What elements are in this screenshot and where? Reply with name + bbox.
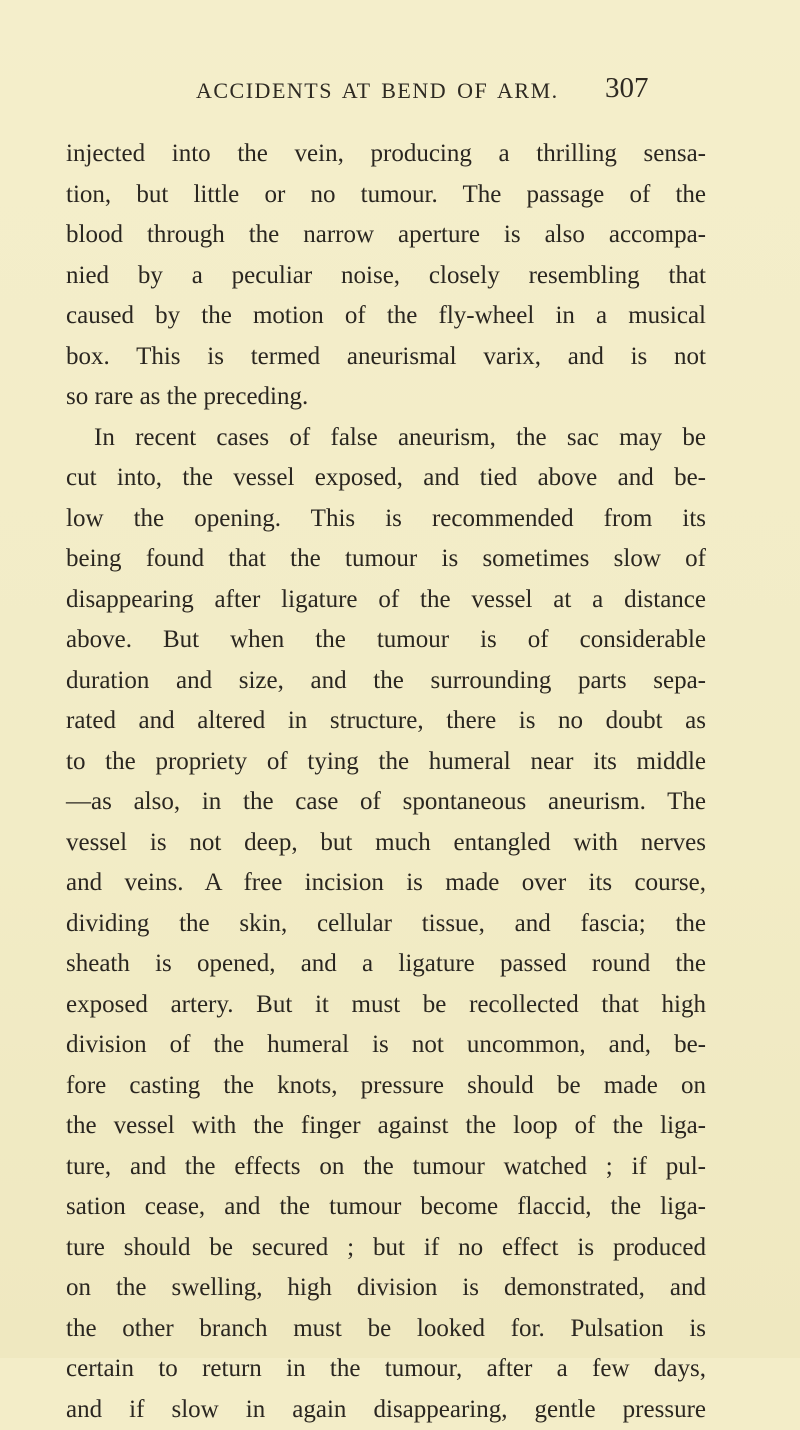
- page-header: [0, 70, 800, 120]
- text-line: —as also, in the case of spontaneous aneurism. The: [66, 782, 706, 823]
- text-line: exposed artery. But it must be recollected that high: [66, 985, 706, 1026]
- text-line: and veins. A free incision is made over its course,: [66, 863, 706, 904]
- text-line: ture should be secured ; but if no effect is produced: [66, 1228, 706, 1269]
- text-line: above. But when the tumour is of considerable: [66, 620, 706, 661]
- text-line: nied by a peculiar noise, closely resembling that: [66, 256, 706, 297]
- text-line: ture, and the effects on the tumour watched ; if pul-: [66, 1147, 706, 1188]
- text-line: cut into, the vessel exposed, and tied above and be-: [66, 458, 706, 499]
- text-line: certain to return in the tumour, after a few days,: [66, 1349, 706, 1390]
- text-line: In recent cases of false aneurism, the sac may be: [66, 418, 706, 459]
- text-line: division of the humeral is not uncommon, and, be-: [66, 1025, 706, 1066]
- text-line: injected into the vein, producing a thrilling sensa-: [66, 134, 706, 175]
- text-line: on the swelling, high division is demonstrated, and: [66, 1268, 706, 1309]
- text-line: dividing the skin, cellular tissue, and fascia; the: [66, 904, 706, 945]
- running-head: ACCIDENTS AT BEND OF ARM.: [196, 78, 559, 104]
- text-line: caused by the motion of the fly-wheel in a musical: [66, 296, 706, 337]
- text-line: rated and altered in structure, there is no doubt as: [66, 701, 706, 742]
- text-line: sheath is opened, and a ligature passed round the: [66, 944, 706, 985]
- body-text: [66, 134, 706, 1430]
- text-line: the other branch must be looked for. Pulsation is: [66, 1309, 706, 1350]
- text-line: so rare as the preceding.: [66, 377, 706, 418]
- text-line: and if slow in again disappearing, gentle pressure: [66, 1390, 706, 1430]
- page-number: 307: [605, 72, 649, 105]
- text-line: disappearing after ligature of the vessel at a distance: [66, 580, 706, 621]
- text-line: fore casting the knots, pressure should be made on: [66, 1066, 706, 1107]
- text-line: low the opening. This is recommended from its: [66, 499, 706, 540]
- text-line: to the propriety of tying the humeral near its middle: [66, 742, 706, 783]
- text-line: duration and size, and the surrounding parts sepa-: [66, 661, 706, 702]
- text-line: the vessel with the finger against the loop of the liga-: [66, 1106, 706, 1147]
- text-line: being found that the tumour is sometimes slow of: [66, 539, 706, 580]
- text-line: box. This is termed aneurismal varix, and is not: [66, 337, 706, 378]
- text-line: sation cease, and the tumour become flaccid, the liga-: [66, 1187, 706, 1228]
- text-line: tion, but little or no tumour. The passage of the: [66, 175, 706, 216]
- text-line: vessel is not deep, but much entangled with nerves: [66, 823, 706, 864]
- text-line: blood through the narrow aperture is also accompa-: [66, 215, 706, 256]
